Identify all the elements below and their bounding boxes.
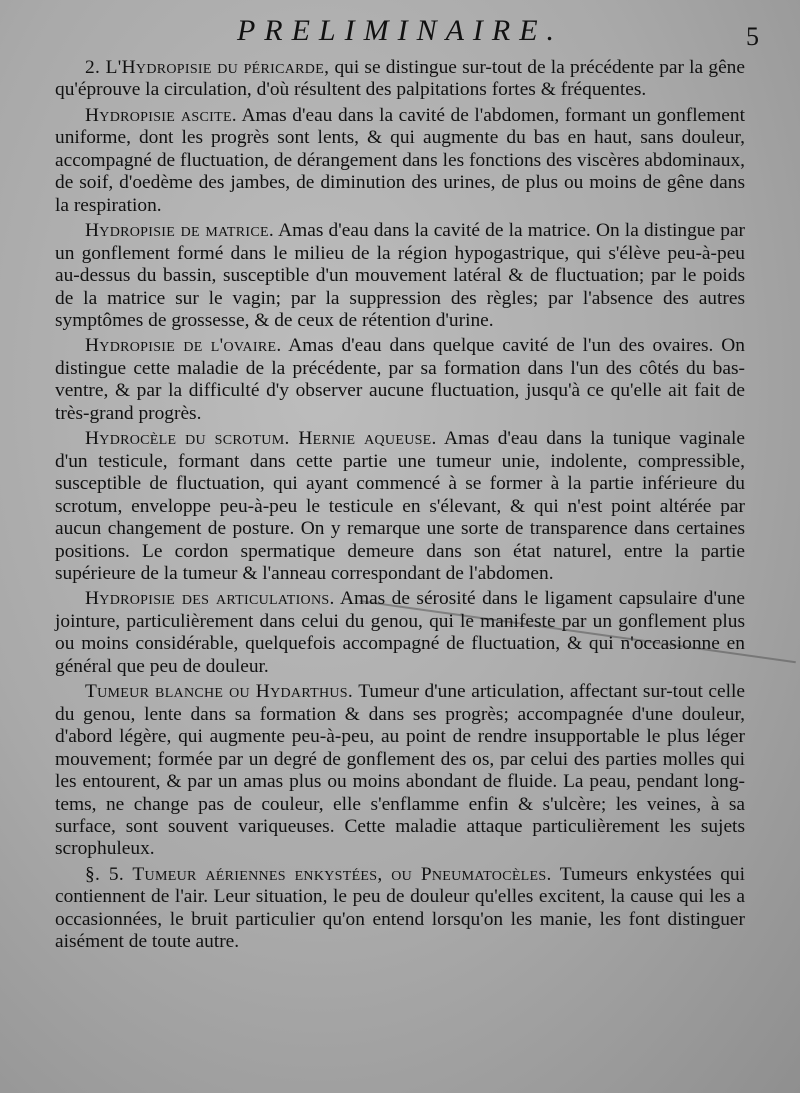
- entry-text: Tumeurs enkystées qui contiennent de l'air. Leur situation, le peu de douleur qu'elles excitent, la cause qui les a occasionnées, le bruit particulier qu'on entend lorsqu'on les manie, les font distinguer aisément de toute autre.: [55, 863, 745, 953]
- entry-paragraph: [55, 864, 745, 954]
- entry-term: Hydropisie de l'ovaire.: [85, 335, 282, 357]
- entry-term: §. 5. Tumeur aériennes enkystées, ou Pneumatocèles.: [85, 863, 552, 885]
- entry-text: qui se distingue sur-tout de la précédente par la gêne qu'éprouve la circulation, d'où résultent des palpitations fortes & fréquentes.: [55, 57, 745, 101]
- body-text: [55, 57, 745, 954]
- entry-paragraph: [55, 220, 745, 332]
- entry-term: Tumeur blanche ou Hydarthus.: [85, 681, 354, 703]
- entry-text: Tumeur d'une articulation, affectant sur-tout celle du genou, lente dans sa formation & dans ses progrès; accompagnée d'une douleur, d'abord légère, qui augmente peu-à-peu, au point de rendre insupportable le plus léger mouvement; formée par un degré de gonflement des os, par celui des parties molles qui les entourent, & par un amas plus ou moins abondant de fluide. La peau, pendant long-tems, ne change pas de couleur, elle s'enflamme enfin & s'ulcère; les veines, à sa surface, sont souvent variqueuses. Cette maladie attaque particulièrement les sujets scrophuleux.: [55, 681, 745, 860]
- entry-paragraph: [55, 681, 745, 861]
- entry-text: Amas d'eau dans quelque cavité de l'un des ovaires. On distingue cette maladie de la précédente, par sa formation dans l'un des côtés du bas-ventre, & par la difficulté d'y observer aucune fluctuation, jusqu'à ce qu'elle ait fait de très-grand progrès.: [55, 335, 745, 424]
- page-number: 5: [746, 22, 759, 51]
- entry-paragraph: [55, 57, 745, 102]
- entry-term: Hydropisie ascite.: [85, 104, 237, 126]
- entry-paragraph: [55, 588, 745, 678]
- entry-paragraph: [55, 105, 745, 217]
- entry-text: Amas de sérosité dans le ligament capsulaire d'une jointure, particulièrement dans celui du genou, qui le manifeste par un gonflement plus ou moins considérable, quelquefois accompagné de fluctuation, & qui n'occasionne en général que peu de douleur.: [55, 588, 745, 677]
- entry-term: Hydropisie de matrice.: [85, 220, 275, 242]
- entry-text: Amas d'eau dans la cavité de l'abdomen, formant un gonflement uniforme, dont les progrès sont lents, & qui augmente du bas en haut, sans douleur, accompagné de fluctuation, de dérangement dans les fonctions des viscères abdominaux, de soif, d'oedème des jambes, de diminution des urines, de plus ou moins de gêne dans la respiration.: [55, 104, 745, 216]
- entry-term: Hydropisie des articulations.: [85, 588, 335, 610]
- page-title: PRELIMINAIRE.: [236, 14, 564, 47]
- entry-text: Amas d'eau dans la tunique vaginale d'un testicule, formant dans cette partie une tumeur unie, indolente, compressible, susceptible de fluctuation, qui ayant commencé à se former à la partie inférieure du scrotum, enveloppe peu-à-peu le testicule en s'élevant, & qui n'est point altérée par aucun changement de posture. On y remarque une sorte de transparence dans certaines positions. Le cordon spermatique demeure dans son état naturel, entre la partie supérieure de la tumeur & l'anneau correspondant de l'abdomen.: [55, 428, 745, 584]
- entry-paragraph: [55, 335, 745, 425]
- entry-paragraph: [55, 428, 745, 585]
- entry-term: Hydrocèle du scrotum. Hernie aqueuse.: [85, 428, 437, 450]
- entry-text: Amas d'eau dans la cavité de la matrice. On la distingue par un gonflement formé dans le milieu de la région hypogastrique, qui s'élève peu-à-peu au-dessus du bassin, susceptible d'un mouvement latéral & de fluctuation; par le poids de la matrice sur le vagin; par la suppression des règles; par l'absence des autres symptômes de grossesse, & de ceux de rétention d'urine.: [55, 220, 746, 331]
- entry-term: 2. L'Hydropisie du péricarde,: [85, 57, 330, 78]
